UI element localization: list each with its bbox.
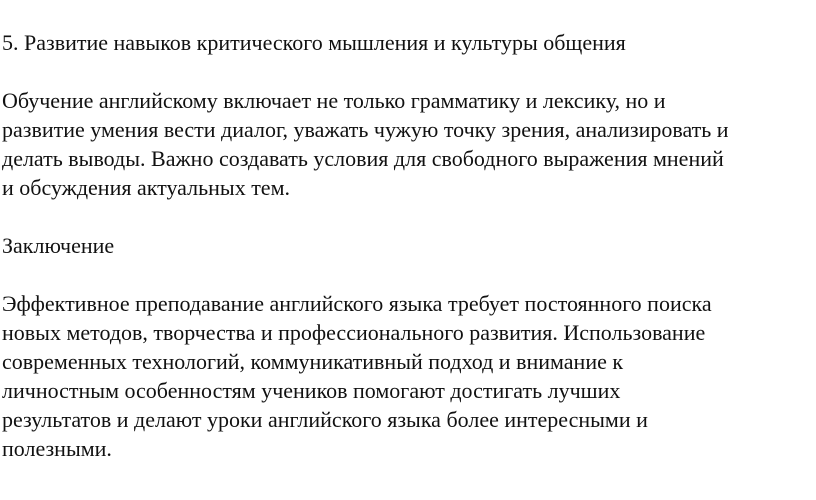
paragraph-skills: [2, 86, 816, 202]
paragraph-gap: [2, 202, 816, 231]
paragraph-line: результатов и делают уроки английского языка более интересными и: [2, 407, 648, 432]
paragraph-gap: [2, 260, 816, 289]
paragraph-line: новых методов, творчества и профессионального развития. Использование: [2, 320, 706, 345]
paragraph-line: Эффективное преподавание английского языка требует постоянного поиска: [2, 291, 712, 316]
section-heading-conclusion: Заключение: [2, 233, 115, 258]
paragraph-conclusion: [2, 289, 816, 463]
section-heading-skills: 5. Развитие навыков критического мышления и культуры общения: [2, 30, 626, 55]
paragraph-line: полезными.: [2, 436, 112, 461]
paragraph-line: делать выводы. Важно создавать условия для свободного выражения мнений: [2, 146, 724, 171]
paragraph-line: Обучение английскому включает не только грамматику и лексику, но и: [2, 88, 666, 113]
paragraph-line: развитие умения вести диалог, уважать чужую точку зрения, анализировать и: [2, 117, 729, 142]
paragraph-line: личностным особенностям учеников помогают достигать лучших: [2, 378, 621, 403]
paragraph-line: современных технологий, коммуникативный подход и внимание к: [2, 349, 624, 374]
paragraph-gap: [2, 57, 816, 86]
paragraph-line: и обсуждения актуальных тем.: [2, 175, 290, 200]
